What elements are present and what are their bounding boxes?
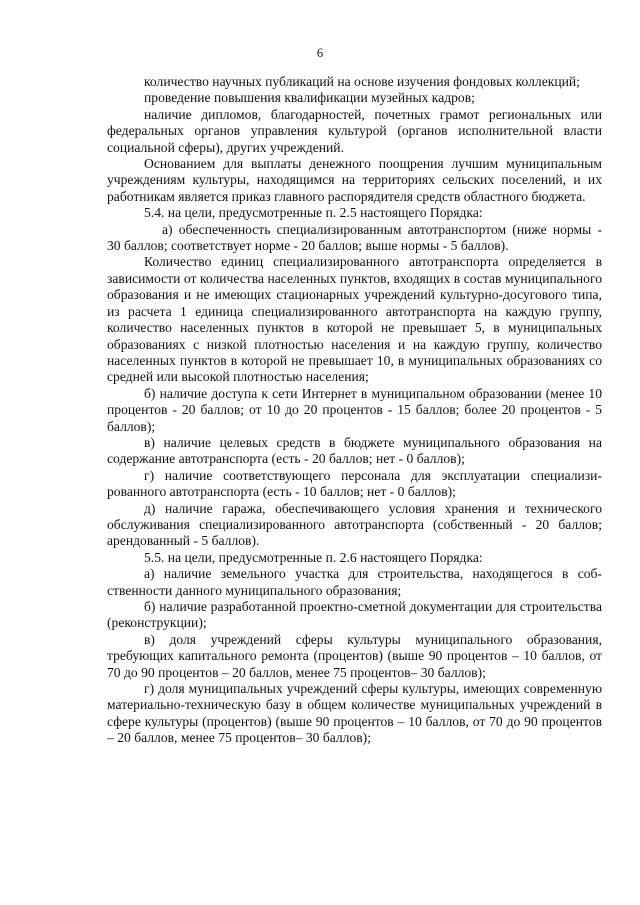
paragraph-item-b-documentation: б) наличие разработанной проектно-сметной документации для строительства (реконструкции);: [107, 599, 602, 631]
page-number: 6: [316, 46, 324, 60]
paragraph-basis-for-payment: Основанием для выплаты денежного поощрения лучшим муниципальным учреждениям культуры, находящимся на территориях сельских поселений, и их работникам является приказ главного распорядителя средств областного бюджета.: [107, 156, 602, 204]
paragraph-qualification: проведение повышения квалификации музейных кадров;: [144, 90, 475, 106]
paragraph-transport-count: Количество единиц специализированного автотранспорта определяется в зависимости от количества населенных пунктов, входящих в состав муниципального образования и не имеющих стационарных учреждений культурно-досугового типа, из расчета 1 единица специализированного автотранспорта на каждую группу, количество населенных пунктов в которой не превышает 5, в муниципальных образованиях с низкой плотностью населения и на каждую группу, количество населенных пунктов в которой не превышает 10, в муниципальных образованиях со средней или высокой плотностью населения;: [107, 254, 602, 385]
document-body: [107, 74, 602, 747]
paragraph-section-5-4: 5.4. на цели, предусмотренные п. 2.5 настоящего Порядка:: [144, 205, 483, 221]
paragraph-item-a-transport: а) обеспеченность специализированным автотранспортом (ниже нормы - 30 баллов; соответствует норме - 20 баллов; выше нормы - 5 баллов).: [107, 221, 602, 254]
paragraph-publications: количество научных публикаций на основе изучения фондовых коллекций;: [144, 74, 580, 89]
paragraph-item-a-land: а) наличие земельного участка для строительства, находящегося в собственности данного муниципального образования;: [107, 566, 602, 598]
paragraph-item-v-funds: в) наличие целевых средств в бюджете муниципального образования на содержание автотранспорта (есть - 20 баллов; нет - 0 баллов);: [107, 434, 602, 467]
paragraph-item-b-internet: б) наличие доступа к сети Интернет в муниципальном образовании (менее 10 процентов - 20 баллов; от 10 до 20 процентов - 15 баллов; более 20 процентов - 5 баллов);: [107, 385, 602, 434]
paragraph-item-g-modern-base-share: г) доля муниципальных учреждений сферы культуры, имеющих современную материально-техническую базу в общем количестве муниципальных учреждений в сфере культуры (процентов) (выше 90 процентов – 10 баллов, от 70 до 90 процентов – 20 баллов, менее 75 процентов– 30 баллов);: [107, 681, 602, 746]
paragraph-item-g-personnel: г) наличие соответствующего персонала для эксплуатации специализированного автотранспорта (есть - 10 баллов; нет - 0 баллов);: [107, 467, 602, 500]
paragraph-section-5-5: 5.5. на цели, предусмотренные п. 2.6 настоящего Порядка:: [144, 549, 483, 565]
paragraph-item-d-garage: д) наличие гаража, обеспечивающего условия хранения и технического обслуживания специализированного автотранспорта (собственный - 20 баллов; арендованный - 5 баллов).: [107, 500, 602, 549]
paragraph-diplomas: наличие дипломов, благодарностей, почетных грамот региональных или федеральных органов управления культурой (органов исполнительной власти социальной сферы), других учреждений.: [107, 106, 602, 155]
paragraph-item-v-repair-share: в) доля учреждений сферы культуры муниципального образования, требующих капитального ремонта (процентов) (выше 90 процентов – 10 баллов, от 70 до 90 процентов – 20 баллов, менее 75 процентов– 30 баллов);: [107, 631, 602, 680]
